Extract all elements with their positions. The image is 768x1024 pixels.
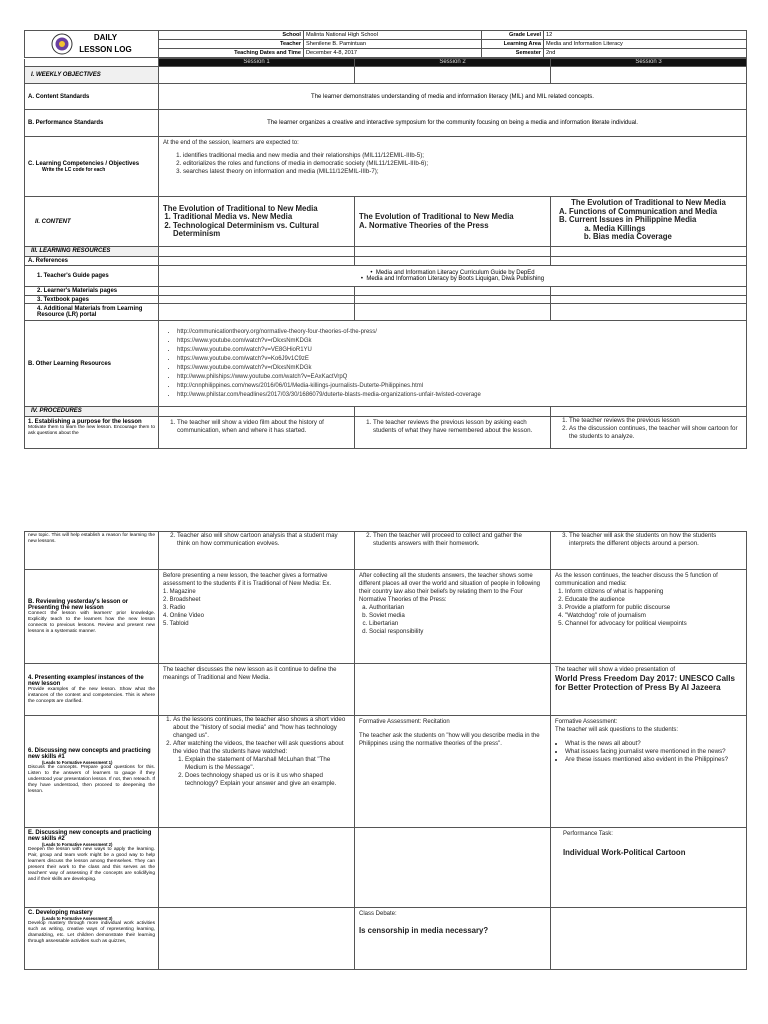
competencies-text <box>159 137 747 197</box>
lesson-log-page-1 <box>24 30 746 468</box>
session-3-header: Session 3 <box>551 59 747 67</box>
review-s1-item: 3. Radio <box>163 605 186 611</box>
discussing-2-s3 <box>551 828 747 908</box>
semester-label: Semester <box>482 49 544 58</box>
competencies-title: C. Learning Competencies / Objectives <box>28 160 140 167</box>
discussing-1-s3-item: • What issues facing journalist were mentioned in the news? <box>565 748 742 756</box>
purpose-s1-item: 2. Teacher also will show cartoon analysis that a student may think on how communication evolves. <box>177 532 350 548</box>
purpose-desc-cont: new topic. This will help establish a reason for learning the new lessons. <box>28 533 155 544</box>
purpose-s3-item: 1. The teacher reviews the previous lesson <box>569 417 742 425</box>
resource-link[interactable]: • https://www.youtube.com/watch?v=rDkxsNmKDGk <box>177 364 742 373</box>
review-s2-item: d. Social responsibility <box>369 628 546 636</box>
purpose-label <box>25 417 159 449</box>
content-standards-text: The learner demonstrates understanding of media and information literacy (MIL) and MIL related concepts. <box>159 84 747 110</box>
dates-value: December 4-8, 2017 <box>304 49 482 58</box>
examples-s3-title: World Press Freedom Day 2017: UNESCO Calls for Better Protection of Press By Al Jazeera <box>555 674 735 692</box>
review-s2-item: a. Authoritarian <box>369 604 546 612</box>
review-s1-item: 5. Tabloid <box>163 621 189 627</box>
review-s1-item: 1. Magazine <box>163 589 196 595</box>
purpose-label-cont <box>25 532 159 570</box>
content-s2-title: The Evolution of Traditional to New Media <box>359 212 514 221</box>
school-label: School <box>159 31 304 40</box>
discussing-1-s2 <box>355 716 551 828</box>
discussing-1-title: 6. Discussing new concepts and practicing new skills #1 <box>28 748 151 760</box>
discussing-1-s3-title: Formative Assessment: <box>555 719 618 725</box>
session-2-header: Session 2 <box>355 59 551 67</box>
purpose-s3 <box>551 417 747 449</box>
content-s3-item: B. Current Issues in Philippine Media <box>569 216 742 225</box>
content-session-2 <box>355 197 551 247</box>
examples-s3 <box>551 664 747 716</box>
performance-task-title: Individual Work-Political Cartoon <box>563 848 686 857</box>
review-s3-item: 3. Provide a platform for public discourse <box>565 604 742 612</box>
guide-item: • Media and Information Literacy Curriculum Guide by DepEd <box>370 270 535 276</box>
review-s2-intro: After collecting all the students answers, the teacher shows some different places all over the world and situation of people in following their country law also their beliefs by relating them to the Four Normative Theories of the Press: <box>359 573 541 603</box>
resource-link[interactable]: • http://www.philstar.com/headlines/2017/03/30/1686079/duterte-blasts-media-organizations-unfair-twisted-coverage <box>177 391 742 400</box>
title-daily: DAILY <box>93 33 118 42</box>
discussing-1-s1 <box>159 716 355 828</box>
learners-materials-label: 2. Learner's Materials pages <box>25 287 159 296</box>
review-s3-item: 5. Channel for advocacy for political viewpoints <box>565 620 742 628</box>
examples-title: 4. Presenting examples/ instances of the new lesson <box>28 674 144 687</box>
discussing-1-s1-item: 2. After watching the videos, the teacher will ask questions about the video that the students have watched: <box>173 740 350 756</box>
weekly-objectives-heading: I. WEEKLY OBJECTIVES <box>25 67 159 84</box>
discussing-1-label <box>25 716 159 828</box>
content-s3-title: The Evolution of Traditional to New Media <box>571 198 726 208</box>
competencies-sub: Write the LC code for each <box>42 166 106 173</box>
procedures-heading: IV. PROCEDURES <box>25 407 159 417</box>
content-s1-item: 1. Traditional Media vs. New Media <box>173 213 350 222</box>
learning-resources-heading: III. LEARNING RESOURCES <box>25 247 159 257</box>
content-s1-title: The Evolution of Traditional to New Media <box>163 203 318 213</box>
review-s3-item: 1. Inform citizens of what is happening <box>565 588 742 596</box>
review-s2-item: b. Soviet media <box>369 612 546 620</box>
teachers-guide-label: 1. Teacher's Guide pages <box>25 266 159 287</box>
purpose-desc: Motivate them to learn the new lesson. Encourage them to ask questions about the <box>28 425 155 436</box>
performance-standards-text: The learner organizes a creative and interactive symposium for the community focusing on being a media and information literate individual. <box>159 110 747 137</box>
resource-link[interactable]: • https://www.youtube.com/watch?v=Ko6J9v1C9zE <box>177 355 742 364</box>
discussing-2-desc: Deepen the lesson with new ways to apply the learning. Pair, group and team work might be a good way to help learners discuss the lesson among themselves. They can present their work to the class and this serves as the teachers' way of assessing if the concepts are solidifying and if their skills are developing. <box>28 847 155 882</box>
review-s1-item: 2. Broadsheet <box>163 597 201 603</box>
mastery-label <box>25 908 159 970</box>
discussing-1-s1-subitem: 1. Explain the statement of Marshall McLuhan that "The Medium is the Message". <box>185 756 350 772</box>
competency-item: 1. identifies traditional media and new media and their relationships (MIL11/12EMIL-IIIb-5); <box>183 152 742 160</box>
review-s2-item: c. Libertarian <box>369 620 546 628</box>
discussing-1-s3 <box>551 716 747 828</box>
performance-standards-label: B. Performance Standards <box>25 110 159 137</box>
review-desc: Connect the lesson with learners' prior knowledge. Explicitly teach to the learners how the new lesson connects to previous lessons. Review and present new lessons in a systematic manner. <box>28 610 155 634</box>
performance-task-label: Performance Task: <box>563 831 613 837</box>
resource-link[interactable]: • http://www.philships://www.youtube.com/watch?v=EAxKactVrpQ <box>177 373 742 382</box>
lesson-log-page-2 <box>24 531 746 1011</box>
examples-desc: Provide examples of the new lesson. Show what the instances of the content and competencies. This is where the concepts are clarified. <box>28 686 155 704</box>
review-s3-item: 2. Educate the audience <box>565 596 742 604</box>
grade-value: 12 <box>544 31 747 40</box>
area-label: Learning Area <box>482 40 544 49</box>
discussing-2-label <box>25 828 159 908</box>
resource-link[interactable]: • https://www.youtube.com/watch?v=VE8GHioR1YU <box>177 346 742 355</box>
content-s3-item: A. Functions of Communication and Media <box>569 208 742 217</box>
resource-link[interactable]: • http://cnnphilippines.com/news/2016/06/01/Media-killings-journalists-Duterte-Philippines.html <box>177 382 742 391</box>
resource-link[interactable]: • https://www.youtube.com/watch?v=rDkxsNmKDGk <box>177 337 742 346</box>
discussing-1-s1-item: 1. As the lessons continues, the teacher also shows a short video about the "history of social media" and "how has technology changed us". <box>173 716 350 740</box>
purpose-s1 <box>159 417 355 449</box>
mastery-desc: Develop mastery through more individual work activities such as writing, creative ways of representing learning, dramatizing, etc. Let children demonstrate their learning through assessable activities such as quizzes, <box>28 921 155 944</box>
lesson-table-2 <box>24 531 747 970</box>
class-debate-question: Is censorship in media necessary? <box>359 926 489 935</box>
content-session-3 <box>551 197 747 247</box>
additional-materials-label: 4. Additional Materials from Learning Resource (LR) portal <box>25 304 159 321</box>
teacher-value: Shenilene B. Pamintuan <box>304 40 482 49</box>
deped-seal-icon <box>51 33 73 55</box>
discussing-1-desc: Discuss the concepts. Prepare good questions for this. Listen to the answers of learners to gauge if they understood your presentation lesson. If not, then reteach. If they have understood, then proceed to deepening the lesson. <box>28 765 155 794</box>
review-s1 <box>159 570 355 664</box>
mastery-s2 <box>355 908 551 970</box>
grade-label: Grade Level <box>482 31 544 40</box>
content-s3-subitem: b. Bias media Coverage <box>593 233 742 242</box>
purpose-s3-cont <box>551 532 747 570</box>
purpose-s3-item: 3. The teacher will ask the students on how the students interprets the different objects around a person. <box>569 532 742 548</box>
discussing-1-s3-item: • What is the news all about? <box>565 740 742 748</box>
discussing-1-s1-subitem: 2. Does technology shaped us or is it us who shaped technology? Explain your answer and give an example. <box>185 772 350 788</box>
purpose-s1-item: 1. The teacher will show a video film about the history of communication, when and where it has started. <box>177 419 350 435</box>
title-block <box>25 31 159 58</box>
resource-link[interactable]: • http://communicationtheory.org/normative-theory-four-theories-of-the-press/ <box>177 328 742 337</box>
content-s3-subitem: a. Media Killings <box>593 225 742 234</box>
discussing-1-s3-intro: The teacher will ask questions to the students: <box>555 727 679 733</box>
purpose-s2-item: 2. Then the teacher will proceed to collect and gather the students answers with their homework. <box>373 532 546 548</box>
review-s1-item: 4. Online Video <box>163 613 204 619</box>
competencies-intro: At the end of the session, learners are expected to: <box>163 140 299 146</box>
mastery-sub: (Leads to Formative Assessment 3) <box>42 916 113 921</box>
purpose-s2-item: 1. The teacher reviews the previous lesson by asking each students of what they have remembered about the lesson. <box>373 419 546 435</box>
content-standards-label: A. Content Standards <box>25 84 159 110</box>
discussing-1-sub: (Leads to Formative Assessment 1) <box>42 760 113 765</box>
discussing-1-s3-item: • Are these issues mentioned also evident in the Philippines? <box>565 756 742 764</box>
content-s1-item: 2. Technological Determinism vs. Cultural Determinism <box>173 222 350 239</box>
discussing-2-title: E. Discussing new concepts and practicing new skills #2 <box>28 830 152 842</box>
purpose-title: 1. Establishing a purpose for the lesson <box>28 419 142 425</box>
competency-item: 2. editorializes the roles and functions of media in democratic society (MIL11/12EMIL-IIIb-6); <box>183 160 742 168</box>
dates-label: Teaching Dates and Time <box>159 49 304 58</box>
lesson-table-1 <box>24 58 747 449</box>
competency-item: 3. searches latest theory on information and media (MIL11/12EMIL-IIIb-7); <box>183 168 742 176</box>
resource-links <box>159 321 747 407</box>
review-s3 <box>551 570 747 664</box>
review-s3-intro: As the lesson continues, the teacher discuss the 5 function of communication and media: <box>555 573 718 587</box>
teachers-guide-list <box>159 266 747 287</box>
review-label <box>25 570 159 664</box>
purpose-s2 <box>355 417 551 449</box>
discussing-2-sub: (Leads to Formative Assessment 2) <box>42 842 113 847</box>
discussing-1-s2-title: Formative Assessment: Recitation <box>359 719 450 725</box>
content-label: II. CONTENT <box>25 197 159 247</box>
semester-value: 2nd <box>544 49 747 58</box>
competencies-label <box>25 137 159 197</box>
content-s2-sub: A. Normative Theories of the Press <box>359 220 489 230</box>
discussing-1-s2-text: The teacher ask the students on "how will you describe media in the Philippines using the normative theories of the press". <box>359 733 540 747</box>
teacher-label: Teacher <box>159 40 304 49</box>
content-session-1 <box>159 197 355 247</box>
session-1-header: Session 1 <box>159 59 355 67</box>
review-s2 <box>355 570 551 664</box>
purpose-s3-item: 2. As the discussion continues, the teacher will show cartoon for the students to analyze. <box>569 425 742 441</box>
guide-item: • Media and Information Literacy by Boots Liquigan, Diwa Publishing <box>360 276 545 282</box>
title-lesson-log: LESSON LOG <box>79 45 132 54</box>
school-value: Malinta National High School <box>304 31 482 40</box>
purpose-s2-cont <box>355 532 551 570</box>
examples-s1: The teacher discusses the new lesson as it continue to define the meanings of Traditional and New Media. <box>159 664 355 716</box>
mastery-title: C. Developing mastery <box>28 910 93 916</box>
review-title: B. Reviewing yesterday's lesson or Presenting the new lesson <box>28 598 129 611</box>
textbook-pages-label: 3. Textbook pages <box>25 296 159 304</box>
review-s1-intro: Before presenting a new lesson, the teacher gives a formative assessment to the students if it is Traditional of New Media: Ex. <box>163 573 332 587</box>
header-table <box>24 30 747 58</box>
other-resources-label: B. Other Learning Resources <box>25 321 159 407</box>
area-value: Media and Information Literacy <box>544 40 747 49</box>
review-s3-item: 4. "Watchdog" role of journalism <box>565 612 742 620</box>
examples-s3-intro: The teacher will show a video presentation of <box>555 667 676 673</box>
purpose-s1-cont <box>159 532 355 570</box>
examples-label <box>25 664 159 716</box>
references-label: A. References <box>25 257 159 266</box>
class-debate-label: Class Debate: <box>359 911 397 917</box>
